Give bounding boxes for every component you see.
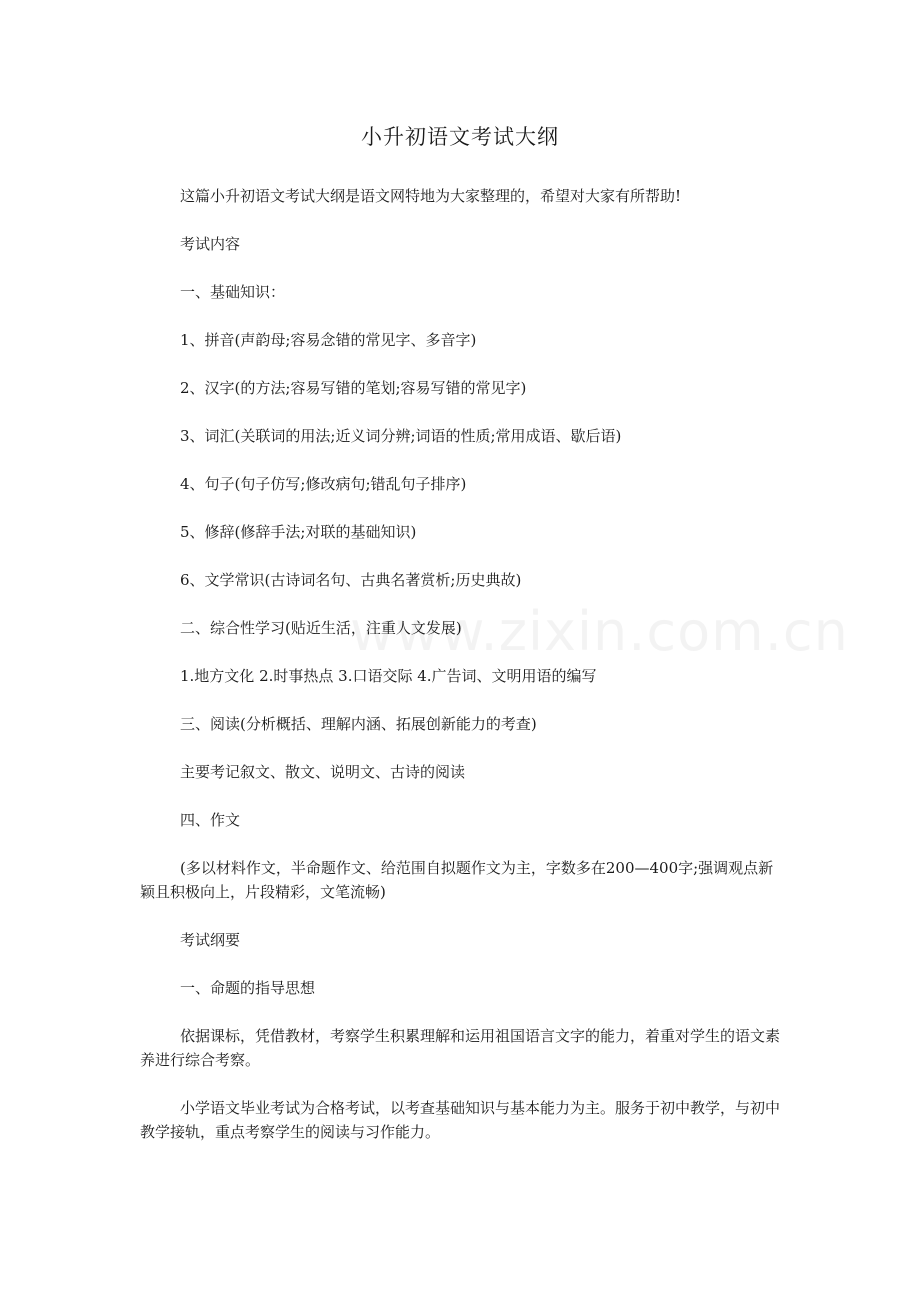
list-item-rhetoric: 5、修辞(修辞手法;对联的基础知识) — [180, 523, 417, 541]
subsection-guiding-principles: 一、命题的指导思想 — [180, 979, 316, 997]
list-item-vocabulary: 3、词汇(关联词的用法;近义词分辨;词语的性质;常用成语、歇后语) — [180, 427, 622, 445]
list-item-sentences: 4、句子(句子仿写;修改病句;错乱句子排序) — [180, 475, 467, 493]
list-item-integrated-topics: 1.地方文化 2.时事热点 3.口语交际 4.广告词、文明用语的编写 — [180, 667, 597, 685]
subsection-basic-knowledge: 一、基础知识： — [180, 283, 286, 301]
section-heading-exam-outline: 考试纲要 — [180, 931, 241, 949]
composition-description: (多以材料作文，半命题作文、给范围自拟题作文为主，字数多在200—400字;强调观点新颖且积极向上，片段精彩，文笔流畅) — [140, 859, 774, 901]
list-item-pinyin: 1、拼音(声韵母;容易念错的常见字、多音字) — [180, 331, 477, 349]
reading-description: 主要考记叙文、散文、说明文、古诗的阅读 — [180, 763, 466, 781]
subsection-reading: 三、阅读(分析概括、理解内涵、拓展创新能力的考查) — [180, 715, 537, 733]
intro-paragraph: 这篇小升初语文考试大纲是语文网特地为大家整理的，希望对大家有所帮助! — [180, 187, 682, 205]
subsection-composition: 四、作文 — [180, 811, 241, 829]
principles-paragraph-1: 依据课标，凭借教材，考察学生积累理解和运用祖国语言文字的能力，着重对学生的语文素养进行综合考察。 — [140, 1027, 781, 1069]
section-heading-exam-content: 考试内容 — [180, 235, 241, 253]
list-item-literature: 6、文学常识(古诗词名句、古典名著赏析;历史典故) — [180, 571, 522, 589]
list-item-hanzi: 2、汉字(的方法;容易写错的笔划;容易写错的常见字) — [180, 379, 527, 397]
subsection-integrated-learning: 二、综合性学习(贴近生活，注重人文发展) — [180, 619, 462, 637]
document-title: 小升初语文考试大纲 — [361, 125, 559, 149]
principles-paragraph-2: 小学语文毕业考试为合格考试，以考查基础知识与基本能力为主。服务于初中教学，与初中教学接轨，重点考察学生的阅读与习作能力。 — [140, 1099, 781, 1141]
